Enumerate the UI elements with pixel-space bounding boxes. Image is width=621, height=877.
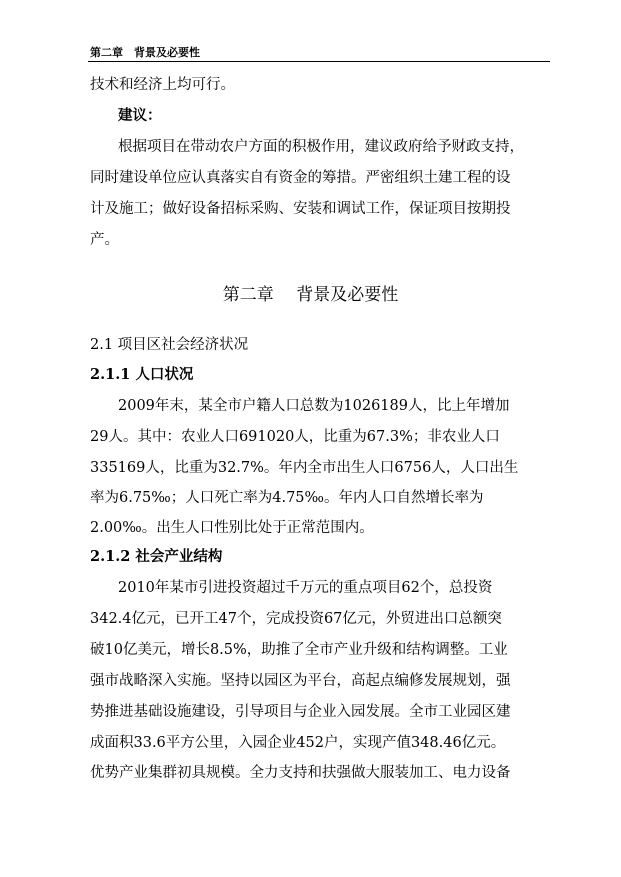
running-header-title: 第二章 背景及必要性 — [90, 46, 200, 59]
paragraph-line: 强市战略深入实施。坚持以园区为平台，高起点编修发展规划，强 — [90, 673, 511, 689]
paragraph-line: 破10亿美元，增长8.5%，助推了全市产业升级和结构调整。工业 — [90, 642, 508, 658]
paragraph-line: 2010年某市引进投资超过千万元的重点项目62个，总投资 — [118, 580, 493, 596]
section-heading-2-1-1: 2.1.1 人口状况 — [90, 366, 194, 383]
intro-line: 技术和经济上均可行。 — [90, 77, 235, 93]
paragraph-line: 29人。其中：农业人口691020人，比重为67.3%；非农业人口 — [90, 429, 500, 445]
section-heading-2-1-2: 2.1.2 社会产业结构 — [90, 548, 223, 565]
suggestion-line: 同时建设单位应认真落实自有资金的筹措。严密组织土建工程的设 — [90, 170, 511, 186]
section-heading-2-1: 2.1 项目区社会经济状况 — [90, 337, 249, 353]
paragraph-line: 率为6.75‰；人口死亡率为4.75‰。年内人口自然增长率为 — [90, 490, 484, 506]
paragraph-line: 342.4亿元，已开工47个，完成投资67亿元，外贸进出口总额突 — [90, 611, 502, 627]
paragraph-line: 势推进基础设施建设，引导项目与企业入园发展。全市工业园区建 — [90, 704, 511, 720]
chapter-title: 第二章 背景及必要性 — [222, 285, 399, 305]
suggestion-line: 产。 — [90, 232, 119, 248]
paragraph-line: 335169人，比重为32.7%。年内全市出生人口6756人，人口出生 — [90, 460, 519, 476]
paragraph-line: 优势产业集群初具规模。全力支持和扶强做大服装加工、电力设备 — [90, 765, 511, 781]
header-divider — [88, 61, 550, 62]
suggestion-line: 计及施工；做好设备招标采购、安装和调试工作，保证项目按期投 — [90, 201, 511, 217]
paragraph-line: 2009年末，某全市户籍人口总数为1026189人，比上年增加 — [118, 398, 510, 414]
suggestion-label: 建议： — [118, 107, 162, 124]
suggestion-line: 根据项目在带动农户方面的积极作用，建议政府给予财政支持， — [118, 139, 524, 155]
paragraph-line: 2.00‰。出生人口性别比处于正常范围内。 — [90, 520, 374, 536]
paragraph-line: 成面积33.6平方公里，入园企业452户，实现产值348.46亿元。 — [90, 735, 506, 751]
